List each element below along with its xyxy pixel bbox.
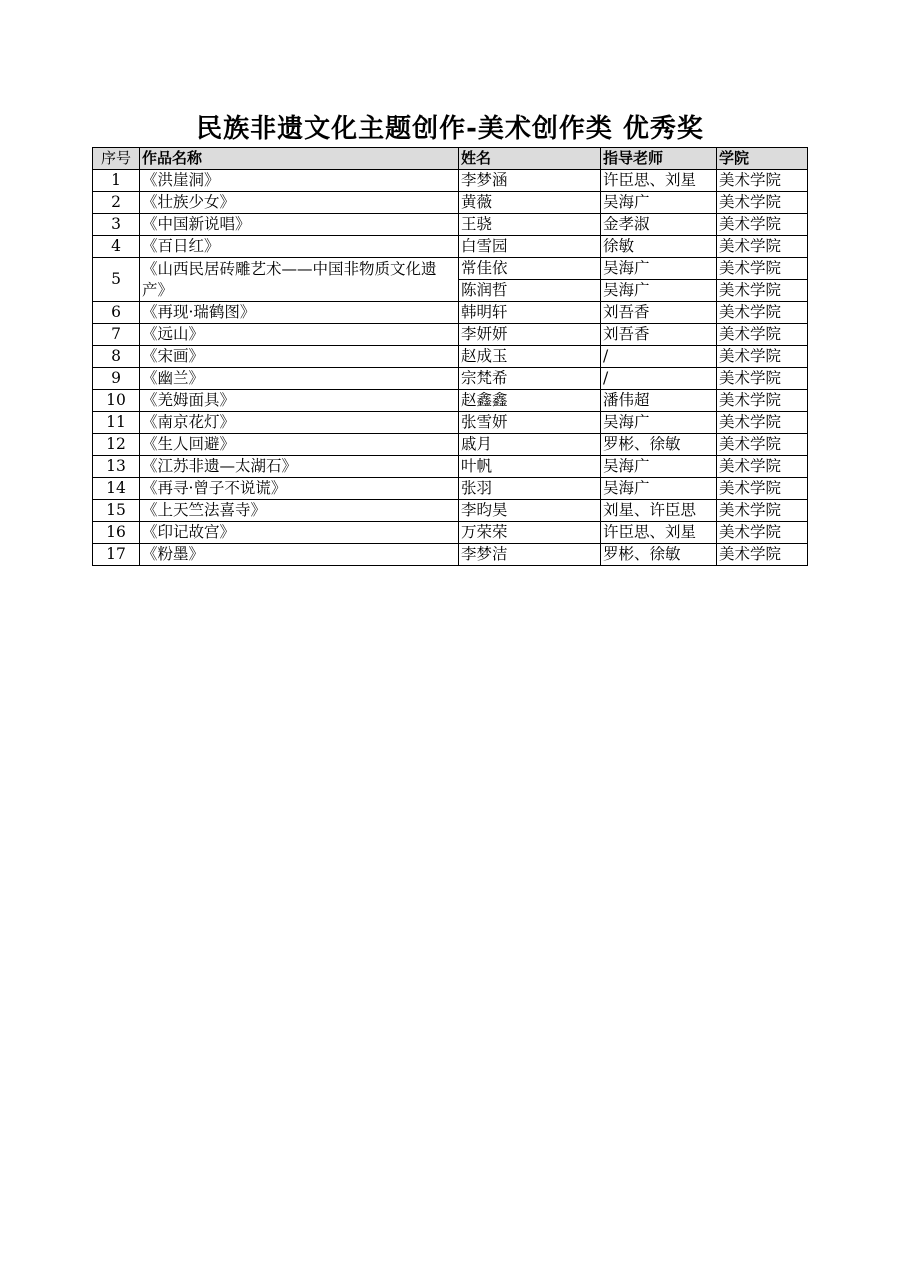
table-row xyxy=(93,368,808,390)
cell-no: 12 xyxy=(93,434,140,456)
cell-name: 叶帆 xyxy=(459,456,601,478)
cell-college: 美术学院 xyxy=(717,412,808,434)
cell-no: 10 xyxy=(93,390,140,412)
cell-name: 常佳依 xyxy=(459,258,601,280)
cell-college: 美术学院 xyxy=(717,544,808,566)
cell-college: 美术学院 xyxy=(717,280,808,302)
header-college: 学院 xyxy=(717,148,808,170)
cell-work: 《宋画》 xyxy=(140,346,459,368)
cell-teacher: / xyxy=(601,346,717,368)
cell-college: 美术学院 xyxy=(717,170,808,192)
table-row xyxy=(93,500,808,522)
table-row xyxy=(93,390,808,412)
cell-no: 7 xyxy=(93,324,140,346)
cell-no: 4 xyxy=(93,236,140,258)
cell-teacher: 吴海广 xyxy=(601,412,717,434)
cell-work: 《羌姆面具》 xyxy=(140,390,459,412)
header-no: 序号 xyxy=(93,148,140,170)
cell-college: 美术学院 xyxy=(717,302,808,324)
cell-name: 李昀昊 xyxy=(459,500,601,522)
table-row xyxy=(93,434,808,456)
table-row xyxy=(93,522,808,544)
cell-college: 美术学院 xyxy=(717,236,808,258)
cell-teacher: 吴海广 xyxy=(601,478,717,500)
table-row xyxy=(93,324,808,346)
cell-no: 15 xyxy=(93,500,140,522)
table-row xyxy=(93,258,808,280)
cell-college: 美术学院 xyxy=(717,478,808,500)
cell-work: 《江苏非遗—太湖石》 xyxy=(140,456,459,478)
cell-teacher: 刘吾香 xyxy=(601,324,717,346)
cell-teacher: 罗彬、徐敏 xyxy=(601,544,717,566)
cell-no: 17 xyxy=(93,544,140,566)
header-work: 作品名称 xyxy=(140,148,459,170)
cell-work: 《生人回避》 xyxy=(140,434,459,456)
cell-work: 《幽兰》 xyxy=(140,368,459,390)
cell-name: 李梦洁 xyxy=(459,544,601,566)
cell-name: 白雪园 xyxy=(459,236,601,258)
cell-no: 5 xyxy=(93,258,140,302)
cell-work: 《印记故宫》 xyxy=(140,522,459,544)
header-teacher: 指导老师 xyxy=(601,148,717,170)
cell-college: 美术学院 xyxy=(717,346,808,368)
cell-work: 《远山》 xyxy=(140,324,459,346)
table-row xyxy=(93,346,808,368)
cell-teacher: 金孝淑 xyxy=(601,214,717,236)
cell-work: 《中国新说唱》 xyxy=(140,214,459,236)
cell-college: 美术学院 xyxy=(717,434,808,456)
cell-work: 《上天竺法喜寺》 xyxy=(140,500,459,522)
cell-no: 8 xyxy=(93,346,140,368)
cell-name: 戚月 xyxy=(459,434,601,456)
cell-name: 黄薇 xyxy=(459,192,601,214)
table-row xyxy=(93,478,808,500)
table-row xyxy=(93,236,808,258)
cell-work: 《洪崖洞》 xyxy=(140,170,459,192)
cell-no: 14 xyxy=(93,478,140,500)
table-header-row xyxy=(93,148,808,170)
cell-name: 陈润哲 xyxy=(459,280,601,302)
cell-teacher: 吴海广 xyxy=(601,456,717,478)
cell-work: 《再现·瑞鹤图》 xyxy=(140,302,459,324)
cell-no: 13 xyxy=(93,456,140,478)
cell-name: 李梦涵 xyxy=(459,170,601,192)
cell-teacher: 徐敏 xyxy=(601,236,717,258)
cell-no: 11 xyxy=(93,412,140,434)
table-row xyxy=(93,456,808,478)
awards-table xyxy=(92,147,808,566)
cell-college: 美术学院 xyxy=(717,368,808,390)
table-row xyxy=(93,170,808,192)
cell-name: 赵鑫鑫 xyxy=(459,390,601,412)
cell-name: 赵成玉 xyxy=(459,346,601,368)
cell-name: 韩明轩 xyxy=(459,302,601,324)
table-row xyxy=(93,192,808,214)
cell-teacher: 吴海广 xyxy=(601,280,717,302)
cell-work: 《再寻·曾子不说谎》 xyxy=(140,478,459,500)
cell-college: 美术学院 xyxy=(717,390,808,412)
cell-teacher: 许臣思、刘星 xyxy=(601,170,717,192)
cell-no: 2 xyxy=(93,192,140,214)
cell-teacher: / xyxy=(601,368,717,390)
cell-work: 《山西民居砖雕艺术——中国非物质文化遗产》 xyxy=(140,258,459,302)
cell-name: 张雪妍 xyxy=(459,412,601,434)
cell-college: 美术学院 xyxy=(717,258,808,280)
cell-teacher: 刘吾香 xyxy=(601,302,717,324)
cell-work: 《粉墨》 xyxy=(140,544,459,566)
table-row xyxy=(93,302,808,324)
cell-teacher: 潘伟超 xyxy=(601,390,717,412)
cell-college: 美术学院 xyxy=(717,456,808,478)
cell-no: 16 xyxy=(93,522,140,544)
cell-name: 张羽 xyxy=(459,478,601,500)
cell-no: 6 xyxy=(93,302,140,324)
cell-teacher: 吴海广 xyxy=(601,258,717,280)
cell-college: 美术学院 xyxy=(717,214,808,236)
table-row xyxy=(93,412,808,434)
table-row xyxy=(93,214,808,236)
cell-no: 9 xyxy=(93,368,140,390)
page-title: 民族非遗文化主题创作-美术创作类 优秀奖 xyxy=(196,114,704,144)
cell-name: 王骁 xyxy=(459,214,601,236)
cell-teacher: 罗彬、徐敏 xyxy=(601,434,717,456)
table-row xyxy=(93,544,808,566)
table-body xyxy=(93,170,808,566)
cell-teacher: 许臣思、刘星 xyxy=(601,522,717,544)
cell-name: 宗梵希 xyxy=(459,368,601,390)
cell-work: 《百日红》 xyxy=(140,236,459,258)
cell-college: 美术学院 xyxy=(717,192,808,214)
cell-no: 1 xyxy=(93,170,140,192)
cell-name: 李妍妍 xyxy=(459,324,601,346)
cell-work: 《壮族少女》 xyxy=(140,192,459,214)
cell-name: 万荣荣 xyxy=(459,522,601,544)
cell-teacher: 吴海广 xyxy=(601,192,717,214)
header-name: 姓名 xyxy=(459,148,601,170)
cell-college: 美术学院 xyxy=(717,500,808,522)
cell-college: 美术学院 xyxy=(717,522,808,544)
cell-work: 《南京花灯》 xyxy=(140,412,459,434)
cell-no: 3 xyxy=(93,214,140,236)
cell-teacher: 刘星、许臣思 xyxy=(601,500,717,522)
cell-college: 美术学院 xyxy=(717,324,808,346)
